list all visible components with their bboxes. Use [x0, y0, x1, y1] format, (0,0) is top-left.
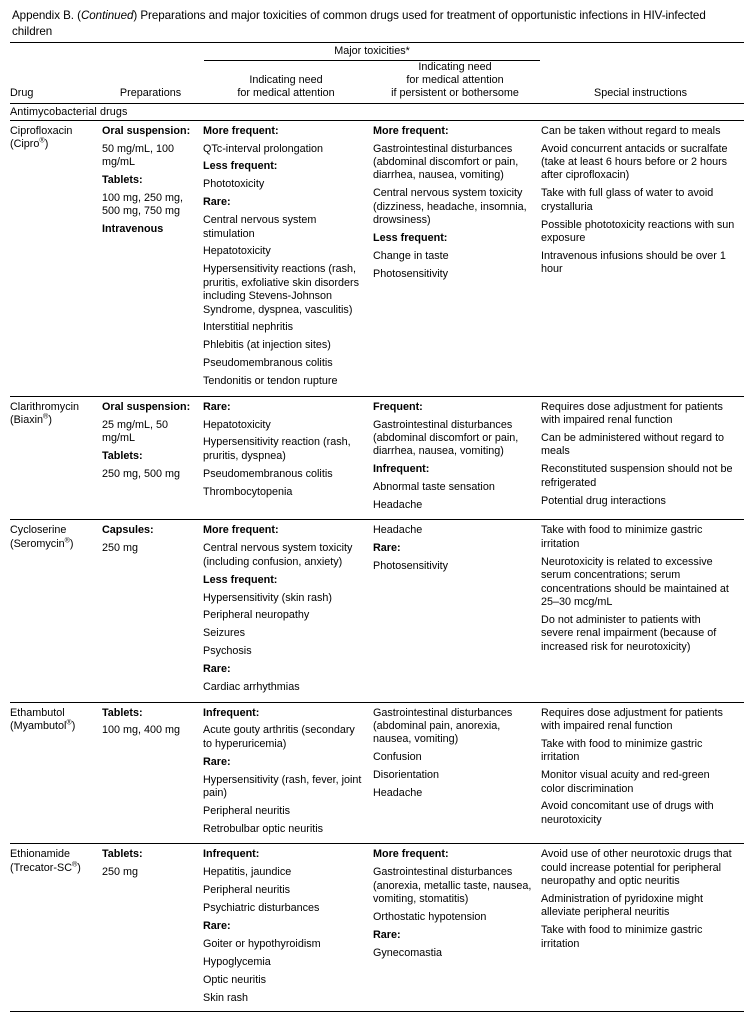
- span-pad-special: [541, 43, 744, 61]
- drug-brand-name: [10, 135, 96, 151]
- cell-item: Can be administered without regard to meals: [541, 431, 725, 458]
- cell-item: Take with food to minimize gastric irritation: [541, 924, 703, 950]
- cell-item: Do not administer to patients with severe renal impairment (because of increased risk for neurotoxicity): [541, 613, 717, 653]
- cell-item: Gastrointestinal disturbances (abdominal discomfort or pain, diarrhea, nausea, vomiting): [373, 142, 519, 182]
- registered-trademark-icon: ®: [39, 135, 45, 145]
- toxicity-frequency-label: Rare:: [203, 755, 231, 768]
- cell-item: Peripheral neuritis: [203, 804, 291, 817]
- cell-item: Requires dose adjustment for patients with impaired renal function: [541, 400, 723, 427]
- cell-item: Requires dose adjustment for patients with impaired renal function: [541, 706, 723, 732]
- cell-drug: [10, 121, 102, 396]
- table-row: [10, 397, 744, 520]
- caption-continued: Continued: [80, 9, 134, 22]
- span-pad-drug: [10, 43, 102, 61]
- cell-item: Hepatitis, jaundice: [203, 866, 292, 879]
- cell-item: Hypoglycemia: [203, 955, 271, 968]
- drug-brand-text: (Myambutol: [10, 719, 67, 732]
- registered-trademark-icon: ®: [64, 535, 70, 545]
- toxicity-frequency-label: Frequent:: [373, 400, 423, 413]
- cell-item: Confusion: [373, 751, 422, 764]
- cell-toxicities-persistent: [373, 397, 541, 520]
- cell-item: 100 mg, 250 mg, 500 mg, 750 mg: [102, 191, 184, 218]
- toxicity-frequency-label: Infrequent:: [203, 706, 260, 719]
- cell-toxicities-medical-attention: [203, 844, 373, 1012]
- drug-generic-name: Ethambutol: [10, 706, 65, 719]
- cell-item: Hypersensitivity (rash, fever, joint pain): [203, 773, 362, 800]
- toxicity-frequency-label: Intravenous: [102, 223, 164, 236]
- cell-item: Neurotoxicity is related to excessive serum concentrations; serum concentrations should be maintained at 25–30 mcg/mL: [541, 555, 729, 608]
- cell-item: Avoid use of other neurotoxic drugs that could increase potential for peripheral neuropathy and optic neuritis: [541, 848, 732, 888]
- drug-brand-name: [10, 535, 96, 551]
- cell-preparations: [102, 844, 203, 1012]
- table-row: [10, 121, 744, 396]
- cell-item: Psychiatric disturbances: [203, 901, 320, 914]
- cell-item: Gastrointestinal disturbances (abdominal pain, anorexia, nausea, vomiting): [373, 706, 513, 746]
- drug-class-label: Antimycobacterial drugs: [10, 105, 128, 118]
- cell-toxicities-persistent: [373, 703, 541, 844]
- toxicity-frequency-label: Capsules:: [102, 524, 154, 537]
- cell-drug: [10, 520, 102, 701]
- toxicity-frequency-label: Less frequent:: [203, 160, 278, 173]
- cell-item: 250 mg: [102, 542, 139, 555]
- header-tox-medical-line2: for medical attention: [237, 87, 335, 100]
- cell-item: Goiter or hypothyroidism: [203, 937, 321, 950]
- drug-brand-name: [10, 717, 96, 733]
- cell-toxicities-persistent: [373, 844, 541, 1012]
- cell-item: Orthostatic hypotension: [373, 910, 487, 923]
- toxicity-frequency-label: Less frequent:: [373, 231, 448, 244]
- header-tox-medical-line1: Indicating need: [249, 74, 323, 87]
- cell-item: Avoid concurrent antacids or sucralfate (take at least 6 hours before or 2 hours after ciprofloxacin): [541, 142, 728, 182]
- cell-item: Monitor visual acuity and red-green color discrimination: [541, 769, 710, 795]
- drug-brand-close: ): [44, 138, 49, 151]
- registered-trademark-icon: ®: [72, 859, 78, 869]
- cell-item: Cardiac arrhythmias: [203, 681, 300, 694]
- toxicity-frequency-label: More frequent:: [373, 124, 449, 137]
- cell-item: Headache: [373, 524, 423, 537]
- cell-item: Photosensitivity: [373, 560, 449, 573]
- cell-toxicities-medical-attention: [203, 121, 373, 396]
- cell-item: Gastrointestinal disturbances (abdominal discomfort or pain, diarrhea, nausea, vomiting): [373, 418, 519, 458]
- registered-trademark-icon: ®: [66, 717, 72, 727]
- cell-item: Hypersensitivity reactions (rash, pruritis, exfoliative skin disorders including Stevens-Johnson Syndrome, dyspnea, vasculitis): [203, 263, 360, 316]
- cell-item: Central nervous system stimulation: [203, 214, 317, 240]
- cell-special-instructions: [541, 121, 744, 396]
- cell-special-instructions: [541, 844, 744, 1012]
- header-toxicities-medical-attention: [203, 61, 373, 103]
- toxicity-frequency-label: Rare:: [203, 919, 231, 932]
- cell-toxicities-persistent: [373, 520, 541, 701]
- cell-item: Seizures: [203, 627, 246, 640]
- toxicity-frequency-label: More frequent:: [373, 848, 449, 861]
- cell-toxicities-medical-attention: [203, 520, 373, 701]
- header-tox-persistent-line1: Indicating need: [418, 61, 492, 73]
- cell-item: Hypersensitivity reaction (rash, pruritis, dyspnea): [203, 436, 351, 462]
- drug-brand-close: ): [77, 861, 81, 874]
- drug-generic-name: Clarithromycin: [10, 400, 79, 413]
- table-body: [10, 121, 744, 1012]
- cell-item: Interstitial nephritis: [203, 321, 294, 334]
- toxicity-frequency-label: Infrequent:: [203, 848, 260, 861]
- drug-brand-close: ): [69, 537, 74, 550]
- cell-item: Acute gouty arthritis (secondary to hyperuricemia): [203, 724, 355, 750]
- cell-item: Change in taste: [373, 249, 449, 262]
- cell-drug: [10, 703, 102, 844]
- cell-item: 100 mg, 400 mg: [102, 724, 181, 737]
- drug-brand-text: (Trecator-SC: [10, 861, 72, 874]
- cell-toxicities-medical-attention: [203, 703, 373, 844]
- header-special-instructions: Special instructions: [594, 87, 688, 100]
- appendix-table: [10, 43, 744, 1012]
- cell-preparations: [102, 703, 203, 844]
- cell-item: Hepatotoxicity: [203, 245, 271, 258]
- column-header-row: [10, 61, 744, 103]
- header-tox-persistent-line2: for medical attention: [406, 74, 504, 87]
- cell-item: Thrombocytopenia: [203, 485, 293, 498]
- major-toxicities-label: Major toxicities*: [334, 45, 410, 57]
- cell-preparations: [102, 397, 203, 520]
- drug-brand-text: (Biaxin: [10, 414, 44, 427]
- drug-class-row: [10, 104, 744, 120]
- toxicity-frequency-label: Infrequent:: [373, 463, 430, 476]
- cell-item: 25 mg/mL, 50 mg/mL: [102, 418, 169, 444]
- major-toxicities-group-header: [203, 43, 541, 61]
- cell-item: Take with food to minimize gastric irritation: [541, 737, 703, 764]
- drug-brand-close: ): [71, 719, 76, 732]
- span-header-row: [10, 43, 744, 61]
- cell-item: Abnormal taste sensation: [373, 481, 495, 494]
- caption-suffix: ) Preparations and major toxicities of common drugs used for treatment of opportunistic infections in HIV-infected children: [12, 9, 706, 38]
- cell-item: QTc-interval prolongation: [203, 142, 324, 155]
- cell-item: Central nervous system toxicity (including confusion, anxiety): [203, 542, 353, 568]
- cell-item: 250 mg: [102, 866, 139, 879]
- toxicity-frequency-label: Oral suspension:: [102, 124, 191, 137]
- cell-item: Avoid concomitant use of drugs with neurotoxicity: [541, 800, 714, 826]
- toxicity-frequency-label: Rare:: [203, 400, 231, 413]
- drug-brand-name: [10, 411, 96, 427]
- drug-brand-name: [10, 859, 96, 875]
- table-row: [10, 844, 744, 1012]
- toxicity-frequency-label: Oral suspension:: [102, 400, 191, 413]
- cell-preparations: [102, 520, 203, 701]
- cell-item: Pseudomembranous colitis: [203, 467, 333, 480]
- toxicity-frequency-label: Tablets:: [102, 449, 143, 462]
- header-tox-persistent-line3: if persistent or bothersome: [391, 87, 519, 100]
- toxicity-frequency-label: More frequent:: [203, 124, 279, 137]
- table-row: [10, 703, 744, 844]
- toxicity-frequency-label: Rare:: [373, 928, 401, 941]
- cell-item: Possible phototoxicity reactions with sun exposure: [541, 218, 735, 244]
- registered-trademark-icon: ®: [43, 411, 49, 421]
- cell-item: Phototoxicity: [203, 178, 265, 191]
- cell-item: Headache: [373, 787, 423, 800]
- cell-item: Gastrointestinal disturbances (anorexia, metallic taste, nausea, vomiting, stomatitis): [373, 866, 532, 905]
- header-preparations: Preparations: [119, 87, 182, 100]
- cell-item: Photosensitivity: [373, 267, 449, 280]
- cell-item: Headache: [373, 499, 423, 512]
- span-pad-prep: [102, 43, 203, 61]
- cell-item: Gynecomastia: [373, 946, 443, 959]
- cell-toxicities-medical-attention: [203, 397, 373, 520]
- cell-item: Hepatotoxicity: [203, 418, 271, 431]
- table-caption: [10, 8, 744, 42]
- toxicity-frequency-label: Rare:: [203, 663, 231, 676]
- cell-item: Potential drug interactions: [541, 494, 666, 507]
- drug-generic-name: Cycloserine: [10, 524, 67, 537]
- header-drug: Drug: [10, 87, 34, 100]
- cell-item: Psychosis: [203, 645, 252, 658]
- cell-item: Pseudomembranous colitis: [203, 357, 333, 370]
- toxicity-frequency-label: Rare:: [203, 196, 231, 209]
- drug-brand-text: (Seromycin: [10, 537, 65, 550]
- cell-item: Skin rash: [203, 991, 249, 1004]
- cell-item: 250 mg, 500 mg: [102, 467, 181, 480]
- cell-item: Phlebitis (at injection sites): [203, 339, 331, 352]
- toxicity-frequency-label: More frequent:: [203, 524, 279, 537]
- cell-item: 50 mg/mL, 100 mg/mL: [102, 142, 175, 168]
- cell-drug: [10, 844, 102, 1012]
- toxicity-frequency-label: Tablets:: [102, 173, 143, 186]
- drug-generic-name: Ciprofloxacin: [10, 124, 73, 137]
- cell-special-instructions: [541, 397, 744, 520]
- cell-item: Tendonitis or tendon rupture: [203, 375, 338, 388]
- cell-item: Reconstituted suspension should not be refrigerated: [541, 463, 733, 489]
- cell-item: Intravenous infusions should be over 1 hour: [541, 249, 726, 276]
- toxicity-frequency-label: Rare:: [373, 542, 401, 555]
- toxicity-frequency-label: Tablets:: [102, 848, 143, 861]
- caption-prefix: Appendix B. (: [12, 9, 81, 22]
- header-toxicities-persistent: [373, 61, 541, 103]
- cell-item: Retrobulbar optic neuritis: [203, 822, 324, 835]
- drug-generic-name: Ethionamide: [10, 848, 71, 861]
- table-row: [10, 520, 744, 701]
- cell-item: Central nervous system toxicity (dizziness, headache, insomnia, drowsiness): [373, 187, 527, 227]
- cell-item: Take with full glass of water to avoid crystalluria: [541, 187, 714, 213]
- cell-drug: [10, 397, 102, 520]
- cell-toxicities-persistent: [373, 121, 541, 396]
- cell-item: Optic neuritis: [203, 973, 267, 986]
- cell-item: Take with food to minimize gastric irritation: [541, 524, 703, 550]
- toxicity-frequency-label: Tablets:: [102, 706, 143, 719]
- drug-brand-text: (Cipro: [10, 138, 40, 151]
- drug-brand-close: ): [48, 414, 52, 427]
- cell-special-instructions: [541, 703, 744, 844]
- cell-preparations: [102, 121, 203, 396]
- cell-item: Can be taken without regard to meals: [541, 124, 721, 137]
- cell-special-instructions: [541, 520, 744, 701]
- toxicity-frequency-label: Less frequent:: [203, 573, 278, 586]
- cell-item: Peripheral neuritis: [203, 884, 291, 897]
- cell-item: Hypersensitivity (skin rash): [203, 591, 332, 604]
- cell-item: Peripheral neuropathy: [203, 609, 310, 622]
- cell-item: Disorientation: [373, 769, 440, 782]
- cell-item: Administration of pyridoxine might alleviate peripheral neuritis: [541, 892, 704, 919]
